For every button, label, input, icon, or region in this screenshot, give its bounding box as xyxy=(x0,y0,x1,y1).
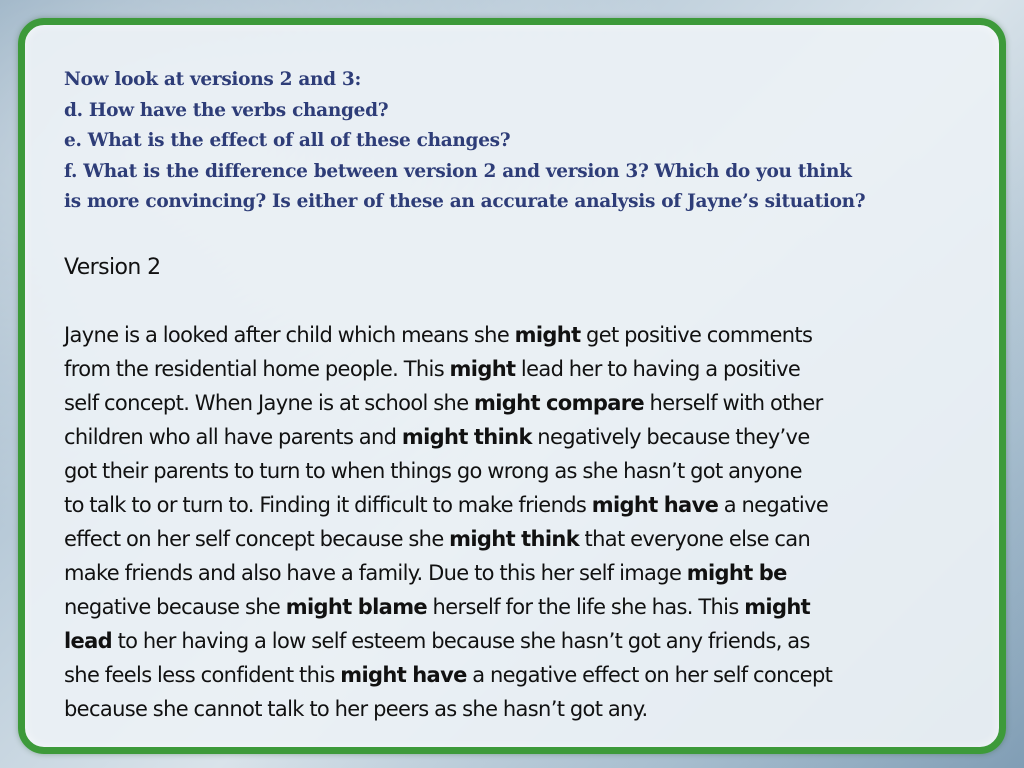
version-2-passage xyxy=(64,318,964,726)
passage-line xyxy=(64,318,964,352)
modal-verb-highlight: might have xyxy=(340,663,467,687)
passage-text: negatively because they’ve xyxy=(531,425,810,449)
modal-verb-highlight: might xyxy=(514,323,581,347)
modal-verb-highlight: might think xyxy=(449,527,580,551)
passage-text: from the residential home people. This xyxy=(64,357,450,381)
passage-line xyxy=(64,590,964,624)
question-f-line-1: f. What is the difference between version 2 and version 3? Which do you think xyxy=(64,160,852,182)
passage-line xyxy=(64,658,964,692)
passage-line xyxy=(64,420,964,454)
passage-line xyxy=(64,624,964,658)
version-heading: Version 2 xyxy=(64,255,161,280)
passage-text: Jayne is a looked after child which means she xyxy=(64,323,515,347)
passage-line xyxy=(64,454,964,488)
question-e: e. What is the effect of all of these changes? xyxy=(64,130,511,151)
passage-text: a negative xyxy=(718,493,829,517)
passage-text: that everyone else can xyxy=(579,527,811,551)
passage-text: lead her to having a positive xyxy=(515,357,801,381)
passage-line xyxy=(64,488,964,522)
passage-text: herself with other xyxy=(644,391,823,415)
passage-text: children who all have parents and xyxy=(64,425,402,449)
question-f-line-2: is more convincing? Is either of these an accurate analysis of Jayne’s situation? xyxy=(64,191,866,212)
modal-verb-highlight: might blame xyxy=(285,595,428,619)
passage-line xyxy=(64,386,964,420)
modal-verb-highlight: might xyxy=(744,595,811,619)
modal-verb-highlight: might have xyxy=(591,493,719,517)
passage-text: to her having a low self esteem because she hasn’t got any friends, as xyxy=(112,629,810,653)
passage-text: herself for the life she has. This xyxy=(427,595,745,619)
passage-text: get positive comments xyxy=(580,323,813,347)
question-block xyxy=(64,65,964,218)
modal-verb-highlight: might be xyxy=(686,561,787,585)
question-intro: Now look at versions 2 and 3: xyxy=(64,69,362,90)
slide-panel xyxy=(18,18,1006,754)
modal-verb-highlight: might xyxy=(449,357,516,381)
modal-verb-highlight: might compare xyxy=(474,391,645,415)
passage-line xyxy=(64,522,964,556)
passage-text: a negative effect on her self concept xyxy=(466,663,833,687)
passage-text: she feels less confident this xyxy=(64,663,341,687)
passage-line xyxy=(64,352,964,386)
passage-text: make friends and also have a family. Due to this her self image xyxy=(64,561,687,585)
passage-text: self concept. When Jayne is at school she xyxy=(64,391,474,415)
modal-verb-highlight: might think xyxy=(401,425,532,449)
passage-text: negative because she xyxy=(64,595,286,619)
passage-line xyxy=(64,692,964,726)
passage-text: to talk to or turn to. Finding it difficult to make friends xyxy=(64,493,592,517)
passage-line xyxy=(64,556,964,590)
passage-text: got their parents to turn to when things go wrong as she hasn’t got anyone xyxy=(64,459,802,483)
modal-verb-highlight: lead xyxy=(64,629,113,653)
question-d: d. How have the verbs changed? xyxy=(64,99,389,121)
passage-text: effect on her self concept because she xyxy=(64,527,450,551)
passage-text: because she cannot talk to her peers as she hasn’t got any. xyxy=(64,697,648,721)
